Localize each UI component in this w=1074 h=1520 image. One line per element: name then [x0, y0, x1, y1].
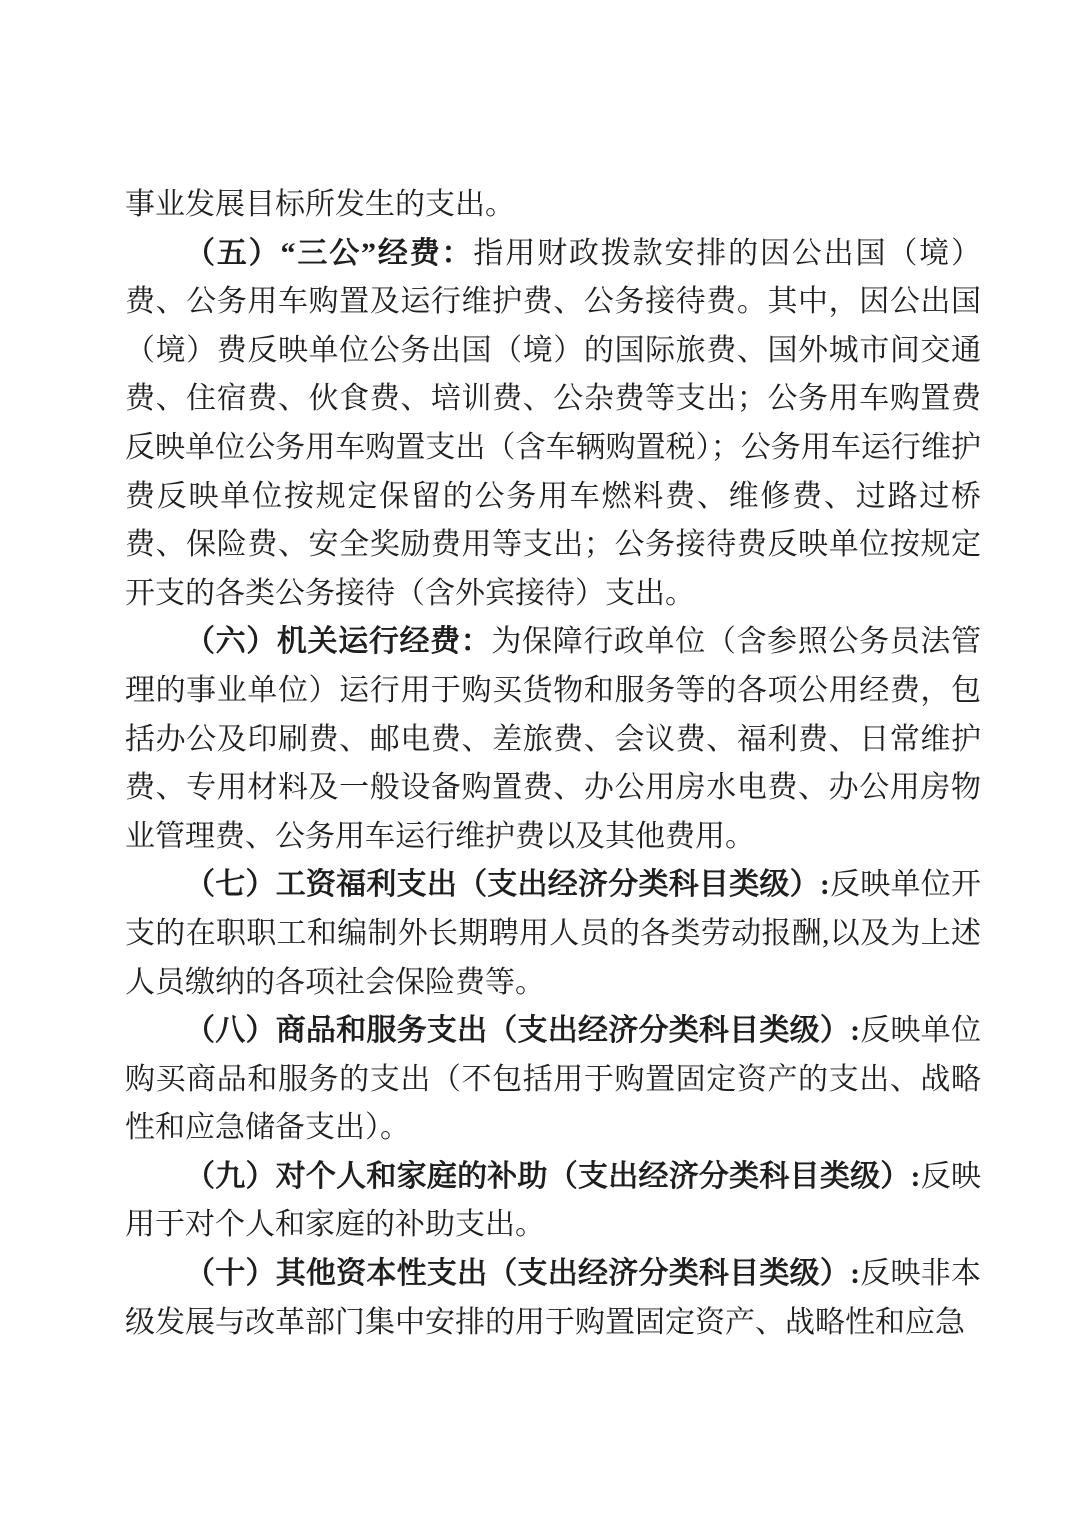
- paragraph-body-text: 事业发展目标所发生的支出。: [125, 188, 515, 221]
- paragraph-lead-text: （五）“三公”经费：: [185, 236, 474, 270]
- paragraph-body-text: 反映用于对个人和家庭的补助支出。: [125, 1159, 981, 1242]
- paragraph-body-text: 反映单位购买商品和服务的支出（不包括用于购置固定资产的支出、战略性和应急储备支出）。: [125, 1014, 982, 1145]
- paragraph-lead-text: （七）工资福利支出（支出经济分类科目类级）:: [185, 868, 830, 902]
- document-text-block: [125, 181, 981, 1347]
- paragraph-agency-operating-funds: [125, 618, 981, 861]
- paragraph-three-public-funds: [125, 230, 981, 619]
- paragraph-career-goals-continuation: [125, 181, 981, 230]
- paragraph-goods-services-expenditure: [125, 1007, 981, 1153]
- paragraph-body-text: 反映非本级发展与改革部门集中安排的用于购置固定资产、战略性和应急: [125, 1257, 982, 1339]
- paragraph-body-text: 为保障行政单位（含参照公务员法管理的事业单位）运行用于购买货物和服务等的各项公用经费，包括办公及印刷费、邮电费、差旅费、会议费、福利费、日常维护费、专用材料及一般设备购置费、办公用房水电费、办公用房物业管理费、公务用车运行维护费以及其他费用。: [125, 625, 982, 853]
- paragraph-lead-text: （六）机关运行经费：: [185, 625, 492, 659]
- paragraph-lead-text: （十）其他资本性支出（支出经济分类科目类级）:: [185, 1257, 861, 1291]
- paragraph-body-text: 指用财政拨款安排的因公出国（境）费、公务用车购置及运行维护费、公务接待费。其中，因公出国（境）费反映单位公务出国（境）的国际旅费、国外城市间交通费、住宿费、伙食费、培训费、公杂费等支出；公务用车购置费反映单位公务用车购置支出（含车辆购置税）；公务用车运行维护费反映单位按规定保留的公务用车燃料费、维修费、过路过桥费、保险费、安全奖励费用等支出；公务接待费反映单位按规定开支的各类公务接待（含外宾接待）支出。: [125, 236, 982, 610]
- paragraph-body-text: 反映单位开支的在职职工和编制外长期聘用人员的各类劳动报酬,以及为上述人员缴纳的各项社会保险费等。: [125, 868, 981, 999]
- paragraph-other-capital-expenditure: [125, 1250, 981, 1347]
- paragraph-lead-text: （八）商品和服务支出（支出经济分类科目类级）:: [185, 1014, 861, 1048]
- paragraph-wage-welfare-expenditure: [125, 861, 981, 1007]
- paragraph-lead-text: （九）对个人和家庭的补助（支出经济分类科目类级）:: [185, 1159, 921, 1193]
- paragraph-individual-family-subsidies: [125, 1153, 981, 1250]
